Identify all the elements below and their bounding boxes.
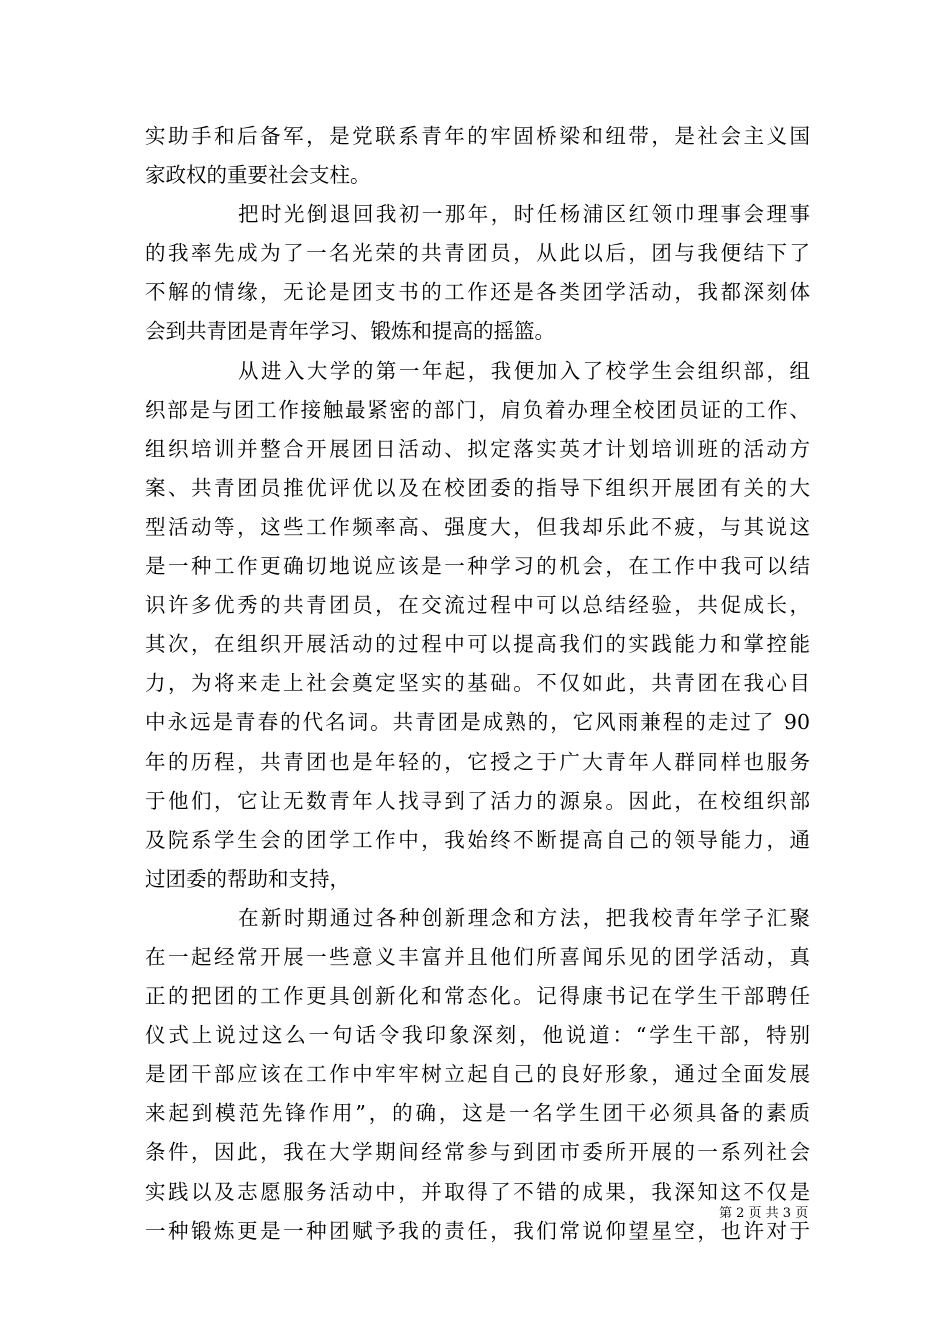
text-line: 的我率先成为了一名光荣的共青团员，从此以后，团与我便结下了 [145, 241, 810, 266]
text-line: 及院系学生会的团学工作中，我始终不断提高自己的领导能力，通 [145, 827, 810, 852]
text-line: 一种锻炼更是一种团赋予我的责任，我们常说仰望星空，也许对于 [145, 1218, 810, 1243]
text-line: 仪式上说过这么一句话令我印象深刻，他说道：“学生干部，特别 [145, 1023, 810, 1048]
text-line: 组织培训并整合开展团日活动、拟定落实英才计划培训班的活动方 [145, 436, 810, 461]
text-line: 过团委的帮助和支持， [145, 866, 350, 891]
text-line: 识许多优秀的共青团员，在交流过程中可以总结经验，共促成长， [145, 593, 810, 618]
text-line: 家政权的重要社会支柱。 [145, 163, 371, 188]
text-line: 于他们，它让无数青年人找寻到了活力的源泉。因此，在校组织部 [145, 788, 810, 813]
text-line: 力，为将来走上社会奠定坚实的基础。不仅如此，共青团在我心目 [145, 671, 810, 696]
text-line: 正的把团的工作更具创新化和常态化。记得康书记在学生干部聘任 [145, 984, 810, 1009]
text-line: 实践以及志愿服务活动中，并取得了不错的成果，我深知这不仅是 [145, 1179, 810, 1204]
text-line: 会到共青团是青年学习、锻炼和提高的摇篮。 [145, 319, 555, 344]
text-line: 其次，在组织开展活动的过程中可以提高我们的实践能力和掌控能 [145, 632, 810, 657]
text-line: 在一起经常开展一些意义丰富并且他们所喜闻乐见的团学活动，真 [145, 944, 810, 969]
text-line: 条件，因此，我在大学期间经常参与到团市委所开展的一系列社会 [145, 1140, 810, 1165]
text-line: 型活动等，这些工作频率高、强度大，但我却乐此不疲，与其说这 [145, 514, 810, 539]
text-line: 中永远是青春的代名词。共青团是成熟的，它风雨兼程的走过了 90 [145, 710, 810, 735]
page-number: 第 2 页 共 3 页 [719, 1206, 809, 1221]
text-line: 不解的情缘，无论是团支书的工作还是各类团学活动，我都深刻体 [145, 280, 810, 305]
paragraph-start-line: 从进入大学的第一年起，我便加入了校学生会组织部，组 [238, 358, 810, 383]
text-line: 是团干部应该在工作中牢牢树立起自己的良好形象，通过全面发展 [145, 1062, 810, 1087]
text-line: 来起到模范先锋作用”，的确，这是一名学生团干必须具备的素质 [145, 1101, 810, 1126]
text-line: 是一种工作更确切地说应该是一种学习的机会，在工作中我可以结 [145, 554, 810, 579]
text-line: 年的历程，共青团也是年轻的，它授之于广大青年人群同样也服务 [145, 749, 810, 774]
text-line: 织部是与团工作接触最紧密的部门，肩负着办理全校团员证的工作、 [145, 397, 810, 422]
paragraph-start-line: 在新时期通过各种创新理念和方法，把我校青年学子汇聚 [238, 905, 810, 930]
paragraph-start-line: 把时光倒退回我初一那年，时任杨浦区红领巾理事会理事 [238, 202, 810, 227]
text-line: 案、共青团员推优评优以及在校团委的指导下组织开展团有关的大 [145, 475, 810, 500]
text-line: 实助手和后备军，是党联系青年的牢固桥梁和纽带，是社会主义国 [145, 124, 810, 148]
body-text [145, 117, 810, 1251]
